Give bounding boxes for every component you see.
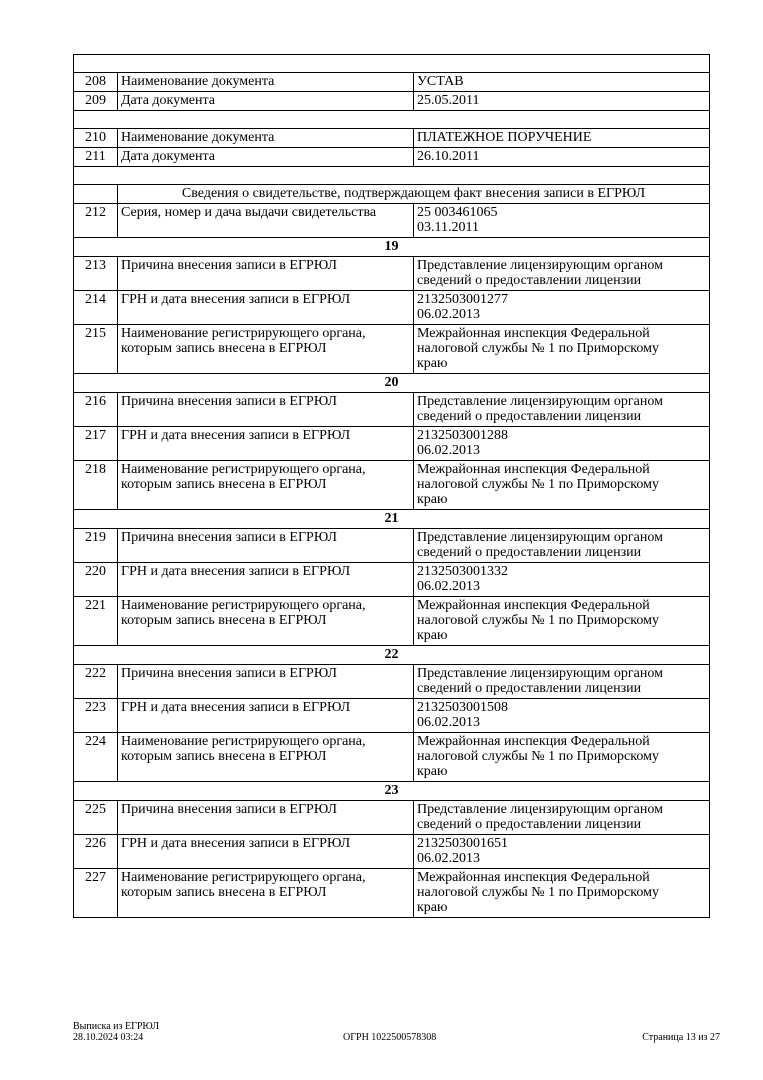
- grn-number: 2132503001332: [417, 564, 508, 579]
- org-line: краю: [417, 492, 448, 507]
- row-value: 25.05.2011: [414, 92, 710, 111]
- table-row: [74, 869, 710, 918]
- row-value: [414, 597, 710, 646]
- record-header-row: [74, 374, 710, 393]
- label-line: которым запись внесена в ЕГРЮЛ: [121, 749, 327, 764]
- label-line: Наименование регистрирующего органа,: [121, 462, 366, 477]
- row-number: 220: [74, 563, 118, 597]
- row-number: 223: [74, 699, 118, 733]
- row-label: Наименование документа: [118, 73, 414, 92]
- row-label: [118, 461, 414, 510]
- row-number: 212: [74, 204, 118, 238]
- reason-line: сведений о предоставлении лицензии: [417, 409, 642, 424]
- record-header-row: [74, 510, 710, 529]
- reason-line: Представление лицензирующим органом: [417, 666, 663, 681]
- org-line: краю: [417, 900, 448, 915]
- row-number: 217: [74, 427, 118, 461]
- row-number: 214: [74, 291, 118, 325]
- reason-line: Представление лицензирующим органом: [417, 530, 663, 545]
- reason-line: сведений о предоставлении лицензии: [417, 273, 642, 288]
- row-number: 227: [74, 869, 118, 918]
- grn-number: 2132503001277: [417, 292, 508, 307]
- org-line: налоговой службы № 1 по Приморскому: [417, 613, 659, 628]
- row-value: [414, 563, 710, 597]
- footer-left: [73, 1021, 159, 1043]
- row-label: Причина внесения записи в ЕГРЮЛ: [118, 529, 414, 563]
- org-line: краю: [417, 628, 448, 643]
- org-line: Межрайонная инспекция Федеральной: [417, 870, 650, 885]
- label-line: которым запись внесена в ЕГРЮЛ: [121, 885, 327, 900]
- row-value: [414, 665, 710, 699]
- row-number: 210: [74, 129, 118, 148]
- row-number: 213: [74, 257, 118, 291]
- label-line: которым запись внесена в ЕГРЮЛ: [121, 613, 327, 628]
- row-value: [414, 393, 710, 427]
- reason-line: Представление лицензирующим органом: [417, 394, 663, 409]
- record-number: 20: [74, 374, 710, 393]
- row-number: 225: [74, 801, 118, 835]
- record-number: 22: [74, 646, 710, 665]
- row-value: 26.10.2011: [414, 148, 710, 167]
- table-row: [74, 529, 710, 563]
- row-value: [414, 427, 710, 461]
- record-header-row: [74, 238, 710, 257]
- row-number: 221: [74, 597, 118, 646]
- record-header-row: [74, 782, 710, 801]
- row-label: ГРН и дата внесения записи в ЕГРЮЛ: [118, 563, 414, 597]
- row-number: 215: [74, 325, 118, 374]
- table-row: [74, 597, 710, 646]
- row-value: УСТАВ: [414, 73, 710, 92]
- record-number: 19: [74, 238, 710, 257]
- row-number: 209: [74, 92, 118, 111]
- row-value: [414, 835, 710, 869]
- row-label: ГРН и дата внесения записи в ЕГРЮЛ: [118, 291, 414, 325]
- row-label: ГРН и дата внесения записи в ЕГРЮЛ: [118, 835, 414, 869]
- row-value: [414, 733, 710, 782]
- row-value: [414, 699, 710, 733]
- reason-line: сведений о предоставлении лицензии: [417, 817, 642, 832]
- label-line: Наименование регистрирующего органа,: [121, 326, 366, 341]
- label-line: Наименование регистрирующего органа,: [121, 734, 366, 749]
- table-row: [74, 835, 710, 869]
- table-row: [74, 665, 710, 699]
- row-number: 218: [74, 461, 118, 510]
- row-label: [118, 733, 414, 782]
- row-label: [118, 869, 414, 918]
- table-row: [74, 733, 710, 782]
- row-label: Причина внесения записи в ЕГРЮЛ: [118, 393, 414, 427]
- reason-line: сведений о предоставлении лицензии: [417, 681, 642, 696]
- row-label: ГРН и дата внесения записи в ЕГРЮЛ: [118, 427, 414, 461]
- certificate-date: 03.11.2011: [417, 220, 479, 235]
- label-line: которым запись внесена в ЕГРЮЛ: [121, 477, 327, 492]
- row-number: 224: [74, 733, 118, 782]
- section-title: Сведения о свидетельстве, подтверждающем факт внесения записи в ЕГРЮЛ: [118, 185, 710, 204]
- grn-number: 2132503001651: [417, 836, 508, 851]
- org-line: налоговой службы № 1 по Приморскому: [417, 477, 659, 492]
- grn-date: 06.02.2013: [417, 715, 480, 730]
- row-number: 208: [74, 73, 118, 92]
- org-line: Межрайонная инспекция Федеральной: [417, 734, 650, 749]
- table-row: [74, 92, 710, 111]
- row-label: Причина внесения записи в ЕГРЮЛ: [118, 801, 414, 835]
- grn-number: 2132503001508: [417, 700, 508, 715]
- egrul-table: [73, 54, 710, 918]
- record-groups: [74, 238, 710, 918]
- record-number: 21: [74, 510, 710, 529]
- label-line: Наименование регистрирующего органа,: [121, 598, 366, 613]
- section-row: [74, 185, 710, 204]
- grn-date: 06.02.2013: [417, 307, 480, 322]
- row-label: Причина внесения записи в ЕГРЮЛ: [118, 257, 414, 291]
- footer-title: Выписка из ЕГРЮЛ: [73, 1021, 159, 1032]
- row-label: Серия, номер и дача выдачи свидетельства: [118, 204, 414, 238]
- org-line: Межрайонная инспекция Федеральной: [417, 462, 650, 477]
- row-value: [414, 461, 710, 510]
- table-row: [74, 257, 710, 291]
- row-value: ПЛАТЕЖНОЕ ПОРУЧЕНИЕ: [414, 129, 710, 148]
- row-label: Дата документа: [118, 92, 414, 111]
- row-label: Дата документа: [118, 148, 414, 167]
- row-value: [414, 801, 710, 835]
- label-line: Наименование регистрирующего органа,: [121, 870, 366, 885]
- grn-number: 2132503001288: [417, 428, 508, 443]
- row-value: [414, 291, 710, 325]
- org-line: Межрайонная инспекция Федеральной: [417, 326, 650, 341]
- org-line: краю: [417, 764, 448, 779]
- reason-line: Представление лицензирующим органом: [417, 258, 663, 273]
- record-header-row: [74, 646, 710, 665]
- footer-datetime: 28.10.2024 03:24: [73, 1032, 144, 1043]
- table-row: [74, 393, 710, 427]
- table-row: [74, 461, 710, 510]
- table-row: [74, 73, 710, 92]
- row-number: 211: [74, 148, 118, 167]
- certificate-number: 25 003461065: [417, 205, 498, 220]
- row-value: [414, 529, 710, 563]
- row-label: ГРН и дата внесения записи в ЕГРЮЛ: [118, 699, 414, 733]
- footer-page-number: Страница 13 из 27: [642, 1032, 720, 1043]
- row-value: [414, 869, 710, 918]
- org-line: налоговой службы № 1 по Приморскому: [417, 885, 659, 900]
- grn-date: 06.02.2013: [417, 443, 480, 458]
- spacer-row: [74, 111, 710, 129]
- row-value: [414, 204, 710, 238]
- table-row: [74, 563, 710, 597]
- grn-date: 06.02.2013: [417, 851, 480, 866]
- row-label: [118, 597, 414, 646]
- reason-line: Представление лицензирующим органом: [417, 802, 663, 817]
- table-row: [74, 148, 710, 167]
- org-line: Межрайонная инспекция Федеральной: [417, 598, 650, 613]
- org-line: налоговой службы № 1 по Приморскому: [417, 341, 659, 356]
- table-row: [74, 204, 710, 238]
- row-number: 219: [74, 529, 118, 563]
- reason-line: сведений о предоставлении лицензии: [417, 545, 642, 560]
- row-label: Наименование документа: [118, 129, 414, 148]
- grn-date: 06.02.2013: [417, 579, 480, 594]
- row-number: 216: [74, 393, 118, 427]
- spacer-row: [74, 55, 710, 73]
- table-row: [74, 801, 710, 835]
- spacer-row: [74, 167, 710, 185]
- org-line: налоговой службы № 1 по Приморскому: [417, 749, 659, 764]
- record-number: 23: [74, 782, 710, 801]
- row-value: [414, 325, 710, 374]
- org-line: краю: [417, 356, 448, 371]
- table-row: [74, 427, 710, 461]
- table-row: [74, 129, 710, 148]
- row-number: 226: [74, 835, 118, 869]
- row-number: 222: [74, 665, 118, 699]
- row-label: Причина внесения записи в ЕГРЮЛ: [118, 665, 414, 699]
- table-row: [74, 291, 710, 325]
- footer-ogrn: ОГРН 1022500578308: [343, 1032, 437, 1043]
- table-row: [74, 699, 710, 733]
- label-line: которым запись внесена в ЕГРЮЛ: [121, 341, 327, 356]
- row-label: [118, 325, 414, 374]
- row-value: [414, 257, 710, 291]
- table-row: [74, 325, 710, 374]
